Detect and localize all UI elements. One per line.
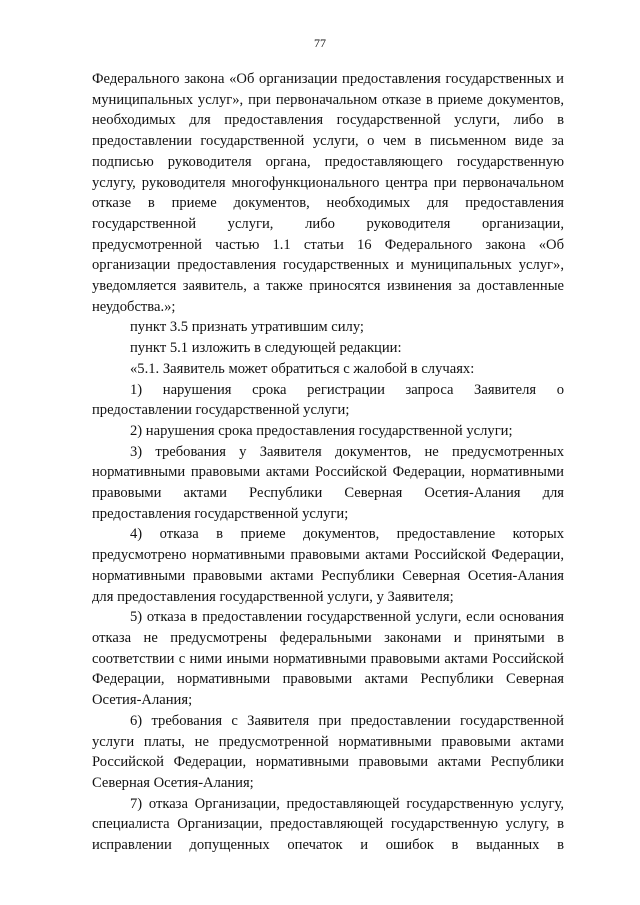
document-body xyxy=(92,69,564,856)
list-item-7: 7) отказа Организации, предоставляющей государственную услугу, специалиста Организации, предоставляющей государственную услугу, в исправлении допущенных опечаток и ошибок в выданных в xyxy=(92,795,564,854)
paragraph-item-5-1-intro: пункт 5.1 изложить в следующей редакции: xyxy=(130,340,402,357)
paragraph-clause-5-1: «5.1. Заявитель может обратиться с жалобой в случаях: xyxy=(130,360,475,377)
list-item-2: 2) нарушения срока предоставления государственной услуги; xyxy=(130,422,513,439)
page-number: 77 xyxy=(314,36,326,50)
list-item-3: 3) требования у Заявителя документов, не предусмотренных нормативными правовыми актами Российской Федерации, нормативными правовыми актами Республики Северная Осетия-Алания для предоставления государственной услуги; xyxy=(92,443,564,522)
list-item-5: 5) отказа в предоставлении государственной услуги, если основания отказа не предусмотрены федеральными законами и принятыми в соответствии с ними иными нормативными правовыми актами Российской Федерации, нормативными правовыми актами Республики Северная Осетия-Алания; xyxy=(92,609,564,709)
list-item-6: 6) требования с Заявителя при предоставлении государственной услуги платы, не предусмотренной нормативными правовыми актами Российской Федерации, нормативными правовыми актами Республики Северная Осетия-Алания; xyxy=(92,712,564,791)
list-item-4: 4) отказа в приеме документов, предоставление которых предусмотрено нормативными правовыми актами Российской Федерации, нормативными правовыми актами Республики Северная Осетия-Алания для предоставления государственной услуги, у Заявителя; xyxy=(92,526,564,605)
list-item-1: 1) нарушения срока регистрации запроса Заявителя о предоставлении государственной услуги; xyxy=(92,381,564,419)
paragraph-continuation: Федерального закона «Об организации предоставления государственных и муниципальных услуг», при первоначальном отказе в приеме документов, необходимых для предоставления государственной услуги, либо в предоставлении государственной услуги, о чем в письменном виде за подписью руководителя органа, предоставляющего государственную услугу, руководителя многофункционального центра при первоначальном отказе в приеме документов, необходимых для предоставления государственной услуги, либо руководителя организации, предусмотренной частью 1.1 статьи 16 Федерального закона «Об организации предоставления государственных и муниципальных услуг», уведомляется заявитель, а также приносятся извинения за доставленные неудобства.»; xyxy=(92,71,564,315)
paragraph-item-3-5: пункт 3.5 признать утратившим силу; xyxy=(130,319,364,336)
